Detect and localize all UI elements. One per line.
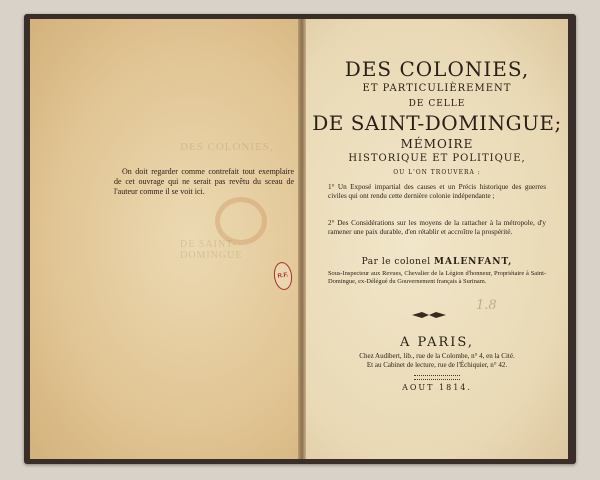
title-page bbox=[306, 19, 568, 459]
contents-item-2: 2° Des Considérations sur les moyens de la rattacher à la métropole, d'y ramener une paix durable, d'en rétablir et accroître la prospérité. bbox=[328, 219, 546, 236]
bleed-through-text: DES COLONIES, bbox=[180, 141, 274, 153]
author-prefix: Par le colonel bbox=[361, 257, 431, 267]
author-line bbox=[306, 257, 568, 267]
title-line-1: DES COLONIES, bbox=[344, 57, 530, 81]
book-gutter bbox=[298, 19, 306, 459]
city: A PARIS, bbox=[400, 335, 474, 350]
publication-date: AOUT 1814. bbox=[402, 383, 472, 392]
left-page bbox=[30, 19, 298, 459]
title-line-6: HISTORIQUE ET POLITIQUE, bbox=[348, 153, 526, 164]
author-seal-mark bbox=[215, 197, 267, 245]
title-line-3: DE CELLE bbox=[408, 99, 466, 109]
divider-rule bbox=[414, 375, 460, 380]
author-description: Sous-Inspecteur aux Revues, Chevalier de la Légion d'honneur, Propriétaire à Saint-Domingue, ex-Délégué du Gouvernement français à Surinam. bbox=[328, 270, 546, 285]
counterfeit-notice bbox=[114, 167, 294, 197]
title-line-7: OU L'ON TROUVERA : bbox=[393, 169, 481, 176]
open-book bbox=[24, 14, 576, 464]
title-line-2: ET PARTICULIÈREMENT bbox=[362, 83, 512, 94]
title-line-5: MÉMOIRE bbox=[400, 137, 474, 151]
notice-text: On doit regarder comme contrefait tout exemplaire de cet ouvrage qui ne serait pas revêtu du sceau de l'auteur comme il se voit ici. bbox=[114, 167, 294, 196]
author-name: MALENFANT, bbox=[434, 257, 513, 267]
publisher-line-2: Et au Cabinet de lecture, rue de l'Échiquier, n° 42. bbox=[366, 361, 508, 369]
ornament-icon bbox=[412, 311, 446, 319]
title-line-4: DE SAINT-DOMINGUE; bbox=[312, 111, 562, 135]
contents-item-1: 1° Un Exposé impartial des causes et un Précis historique des guerres civiles qui ont rendu cette dernière colonie indépendante ; bbox=[328, 183, 546, 200]
pencil-mark: 1.8 bbox=[476, 298, 497, 313]
publisher-info bbox=[324, 352, 550, 370]
publisher-line-1: Chez Audibert, lib., rue de la Colombe, n° 4, en la Cité. bbox=[359, 352, 515, 360]
library-stamp: R.F. bbox=[272, 261, 294, 291]
bleed-through-text: DE SAINT-DOMINGUE bbox=[180, 239, 243, 261]
